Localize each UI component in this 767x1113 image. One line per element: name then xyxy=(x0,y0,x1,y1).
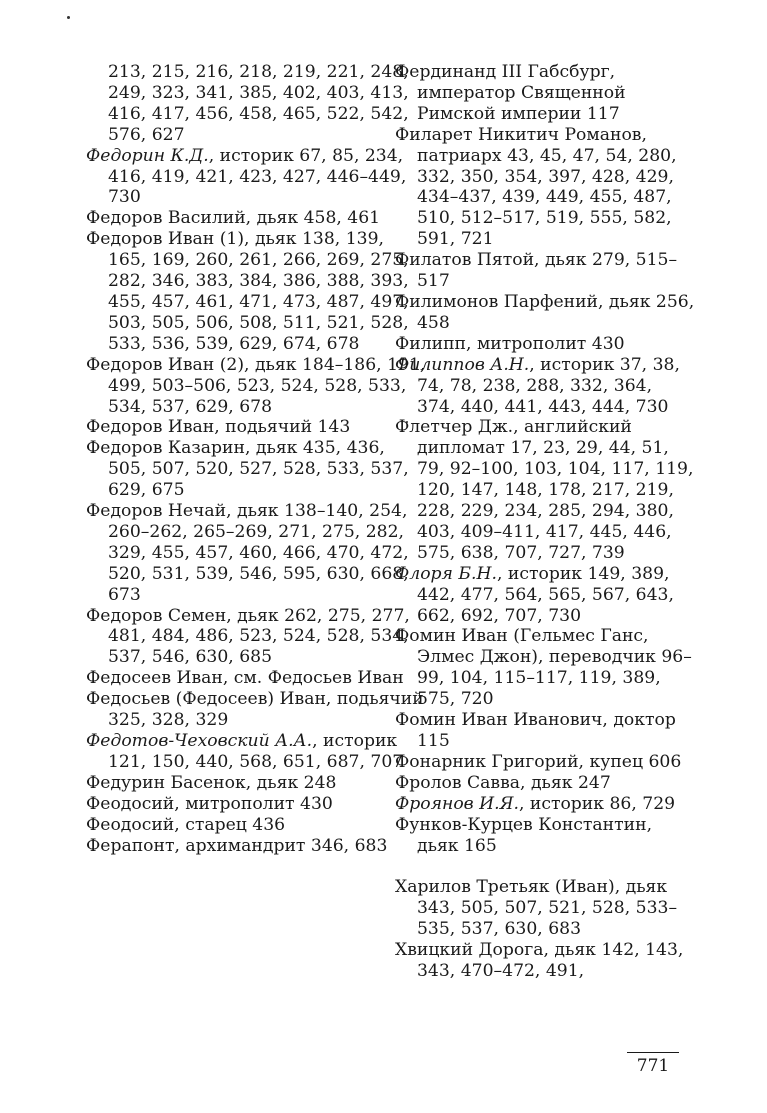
index-entry-heading: Федосеев Иван xyxy=(86,668,223,689)
index-entry xyxy=(86,355,426,418)
index-entry-pages: , историк 67, 85, 234, 416, 419, 421, 423, 427, 446–449, 730 xyxy=(108,145,407,208)
index-entry-heading: Федотов-Чеховский А.А. xyxy=(86,731,313,751)
index-entry-heading: Федоров Нечай xyxy=(86,501,227,522)
index-entry xyxy=(395,292,695,334)
index-entry-heading: Флетчер Дж. xyxy=(395,417,514,438)
index-entry-heading: Федоров Иван (1) xyxy=(86,229,245,250)
index-entry-pages: , см. Федосьев Иван xyxy=(222,668,404,689)
index-entry xyxy=(86,229,426,354)
index-entry xyxy=(86,417,426,438)
index-entry-heading: Фролов Савва xyxy=(395,772,521,793)
index-entry xyxy=(86,606,426,669)
index-entry-heading: Феодосий xyxy=(86,814,175,835)
index-entry xyxy=(86,208,426,229)
index-entry-pages: , дьяк 248 xyxy=(245,772,337,793)
index-entry-pages: , историк 149, 389, 442, 477, 564, 565, 567, 643, 662, 692, 707, 730 xyxy=(417,563,674,626)
index-entry xyxy=(395,250,695,292)
index-entry-pages: , подьячий 143 xyxy=(214,417,351,438)
index-entry-pages: , дьяк 138–140, 254, 260–262, 265–269, 271, 275, 282, 329, 455, 457, 460, 466, 470, 472, 520, 531, 539, 546, 595, 630, 668, 673 xyxy=(108,501,409,605)
index-entry-heading: Федоров Казарин xyxy=(86,438,245,459)
index-entry xyxy=(395,794,695,815)
index-entry xyxy=(86,689,426,731)
index-entry-heading: Функов-Курцев Константин xyxy=(395,814,647,835)
index-entry-pages: , историк 86, 729 xyxy=(518,793,676,814)
index-entry xyxy=(395,710,695,752)
index-entry-heading: Филарет Никитич Романов xyxy=(395,124,642,145)
index-entry-heading: Филиппов А.Н. xyxy=(395,354,530,375)
index-entry-heading: Филатов Пятой xyxy=(395,250,535,271)
index-column-right xyxy=(395,62,695,982)
index-entry xyxy=(395,417,695,563)
index-entry-pages: , дьяк 279, 515–517 xyxy=(417,250,678,292)
scan-speck xyxy=(67,16,70,19)
index-entry-heading: Фроянов И.Я. xyxy=(395,793,519,814)
index-column-left xyxy=(86,62,426,856)
index-entry-heading: Фомин Иван Иванович xyxy=(395,710,603,731)
index-entry xyxy=(395,355,695,418)
index-entry xyxy=(86,794,426,815)
index-entry-pages: 213, 215, 216, 218, 219, 221, 248, 249, 323, 341, 385, 402, 403, 413, 416, 417, 456, 458, 465, 522, 542, 576, 627 xyxy=(108,62,409,145)
index-entry-pages: , архимандрит 346, 683 xyxy=(174,835,388,856)
index-entry-pages: , дьяк 165 xyxy=(417,814,653,856)
index-entry-pages: , император Священной Римской империи 117 xyxy=(417,62,626,124)
index-entry xyxy=(86,62,426,146)
index-entry xyxy=(395,877,695,940)
index-entry xyxy=(395,940,695,982)
index-entry-heading: Федорин К.Д. xyxy=(86,145,209,166)
index-entry xyxy=(86,836,426,857)
index-entry-pages: , митрополит 430 xyxy=(466,333,625,354)
index-entry-heading: Федоров Василий xyxy=(86,208,246,229)
index-entry-heading: Филипп xyxy=(395,333,467,354)
index-entry xyxy=(395,752,695,773)
index-entry-pages: , дьяк 262, 275, 277, 481, 484, 486, 523, 524, 528, 534, 537, 546, 630, 685 xyxy=(108,605,410,668)
index-entry xyxy=(395,125,695,250)
index-entry xyxy=(395,626,695,710)
index-entry xyxy=(86,438,426,501)
index-entry xyxy=(86,668,426,689)
index-entry-pages: , подьячий 325, 328, 329 xyxy=(108,689,424,731)
index-entry-pages: , историк 121, 150, 440, 568, 651, 687, 707 xyxy=(108,731,404,772)
index-entry-pages: , дьяк 247 xyxy=(520,772,611,793)
index-entry-heading: Фомин Иван (Гельмес Ганс, Элмес Джон) xyxy=(395,626,649,668)
index-entry xyxy=(395,815,695,857)
index-entry-pages: , переводчик 96–99, 104, 115–117, 119, 389, 575, 720 xyxy=(417,647,692,710)
index-entry xyxy=(395,564,695,627)
index-entry xyxy=(86,773,426,794)
index-entry-pages: , дьяк 343, 505, 507, 521, 528, 533–535, 537, 630, 683 xyxy=(417,877,678,940)
index-entry-heading: Фонарник Григорий xyxy=(395,751,579,772)
index-entry-pages: , дьяк 142, 143, 343, 470–472, 491, xyxy=(417,940,684,982)
index-entry-heading: Федоров Иван (2) xyxy=(86,354,245,375)
index-entry-heading: Федоров Иван xyxy=(86,417,215,438)
index-entry-heading: Фердинанд III Габсбург xyxy=(395,62,610,82)
index-entry-pages: , купец 606 xyxy=(578,751,682,772)
index-entry-pages: , старец 436 xyxy=(174,814,286,835)
index-entry-heading: Федурин Басенок xyxy=(86,772,246,793)
index-entry-pages: , дьяк 435, 436, 505, 507, 520, 527, 528, 533, 537, 629, 675 xyxy=(108,438,409,501)
index-entry xyxy=(86,815,426,836)
index-entry-heading: Федоров Семен xyxy=(86,605,227,626)
index-entry-pages: , историк 37, 38, 74, 78, 238, 288, 332, 364, 374, 440, 441, 443, 444, 730 xyxy=(417,354,680,417)
index-entry-pages: , английский дипломат 17, 23, 29, 44, 51, 79, 92–100, 103, 104, 117, 119, 120, 147, 148, 178, 217, 219, 228, 229, 234, 285, 294, 380, 403, 409–411, 417, 445, 446, 575, 638, 707, 727, 739 xyxy=(417,417,694,563)
index-entry-heading: Феодосий xyxy=(86,793,175,814)
index-entry xyxy=(395,334,695,355)
index-entry-pages: , патриарх 43, 45, 47, 54, 280, 332, 350, 354, 397, 428, 429, 434–437, 439, 449, 455, 487, 510, 512–517, 519, 555, 582, 591, 721 xyxy=(417,124,677,250)
index-entry xyxy=(395,62,695,125)
index-entry-pages: , дьяк 138, 139, 165, 169, 260, 261, 266, 269, 275, 282, 346, 383, 384, 386, 388, 393, 455, 457, 461, 471, 473, 487, 497, 503, 505, 506, 508, 511, 521, 528, 533, 536, 539, 629, 674, 678 xyxy=(108,229,409,354)
index-entry-pages: , доктор 115 xyxy=(417,710,676,751)
index-entry-pages: , дьяк 458, 461 xyxy=(245,208,381,229)
index-entry-pages: , дьяк 256, 458 xyxy=(417,291,695,333)
index-entry xyxy=(86,146,426,209)
index-entry-pages: , митрополит 430 xyxy=(174,793,333,814)
index-entry-heading: Хвицкий Дорога xyxy=(395,940,544,961)
index-entry-heading: Ферапонт xyxy=(86,835,175,856)
index-entry-heading: Федосьев (Федосеев) Иван xyxy=(86,689,326,710)
index-entry-heading: Флоря Б.Н. xyxy=(395,563,497,584)
index-entry-heading: Филимонов Парфений xyxy=(395,291,598,312)
index-entry xyxy=(395,773,695,794)
index-entry xyxy=(86,731,426,773)
page-number: 771 xyxy=(627,1052,679,1077)
index-entry-pages: , дьяк 184–186, 191, 499, 503–506, 523, 524, 528, 533, 534, 537, 629, 678 xyxy=(108,354,426,417)
index-entry-heading: Харилов Третьяк (Иван) xyxy=(395,877,615,898)
index-entry xyxy=(86,501,426,606)
